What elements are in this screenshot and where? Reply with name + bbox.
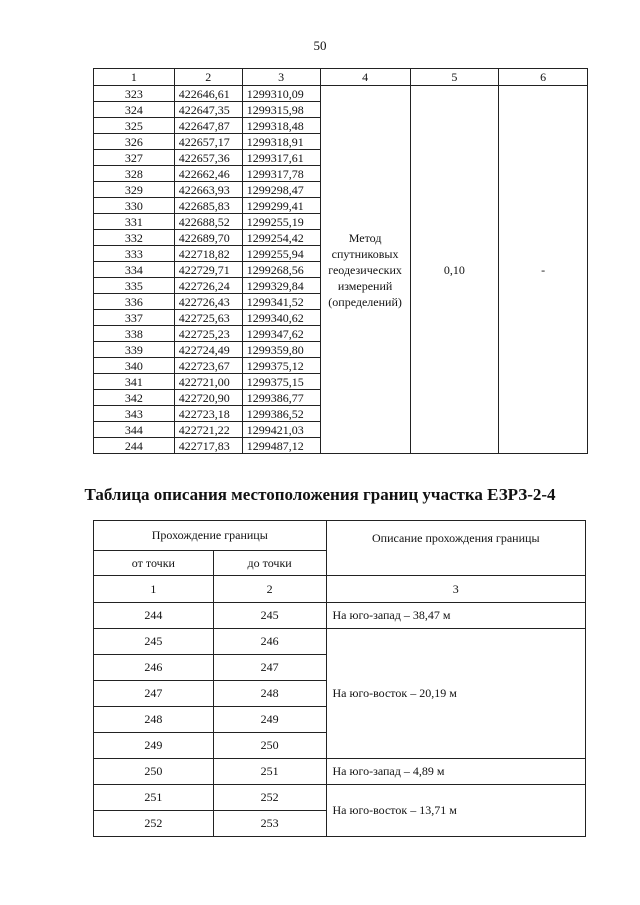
to-point: 246 bbox=[213, 629, 326, 655]
coord-y: 1299375,12 bbox=[242, 358, 320, 374]
coord-x: 422657,36 bbox=[174, 150, 242, 166]
method-line: спутниковых bbox=[331, 246, 399, 261]
boundary-description: На юго-запад – 38,47 м bbox=[326, 603, 585, 629]
point-number: 328 bbox=[94, 166, 175, 182]
point-number: 338 bbox=[94, 326, 175, 342]
point-number: 324 bbox=[94, 102, 175, 118]
coord-x: 422647,87 bbox=[174, 118, 242, 134]
col-number: 2 bbox=[213, 576, 326, 603]
boundary-description: На юго-восток – 20,19 м bbox=[326, 629, 585, 759]
header-cell: 2 bbox=[174, 69, 242, 86]
point-number: 323 bbox=[94, 86, 175, 102]
to-point: 251 bbox=[213, 759, 326, 785]
coord-x: 422657,17 bbox=[174, 134, 242, 150]
coord-x: 422663,93 bbox=[174, 182, 242, 198]
boundary-description: На юго-запад – 4,89 м bbox=[326, 759, 585, 785]
coord-x: 422718,82 bbox=[174, 246, 242, 262]
col6-cell: - bbox=[499, 86, 588, 454]
coord-y: 1299310,09 bbox=[242, 86, 320, 102]
to-point: 253 bbox=[213, 811, 326, 837]
point-number: 325 bbox=[94, 118, 175, 134]
coord-x: 422717,83 bbox=[174, 438, 242, 454]
method-line: Метод bbox=[348, 230, 382, 245]
coord-y: 1299315,98 bbox=[242, 102, 320, 118]
method-line: (определений) bbox=[328, 294, 402, 309]
coord-y: 1299359,80 bbox=[242, 342, 320, 358]
method-line: измерений bbox=[337, 278, 393, 293]
point-number: 332 bbox=[94, 230, 175, 246]
coord-y: 1299386,77 bbox=[242, 390, 320, 406]
table-row bbox=[94, 603, 586, 629]
point-number: 333 bbox=[94, 246, 175, 262]
coord-y: 1299298,47 bbox=[242, 182, 320, 198]
table-row bbox=[94, 86, 588, 102]
boundary-description-table bbox=[93, 520, 586, 837]
table-row bbox=[94, 759, 586, 785]
from-point: 251 bbox=[94, 785, 214, 811]
coord-y: 1299255,19 bbox=[242, 214, 320, 230]
page-number: 50 bbox=[313, 38, 327, 53]
coord-y: 1299375,15 bbox=[242, 374, 320, 390]
from-point: 247 bbox=[94, 681, 214, 707]
point-number: 337 bbox=[94, 310, 175, 326]
coord-x: 422724,49 bbox=[174, 342, 242, 358]
coord-y: 1299329,84 bbox=[242, 278, 320, 294]
point-number: 344 bbox=[94, 422, 175, 438]
coord-x: 422723,18 bbox=[174, 406, 242, 422]
coord-y: 1299318,91 bbox=[242, 134, 320, 150]
coord-x: 422723,67 bbox=[174, 358, 242, 374]
from-point: 245 bbox=[94, 629, 214, 655]
to-point: 252 bbox=[213, 785, 326, 811]
to-point: 250 bbox=[213, 733, 326, 759]
from-point: 250 bbox=[94, 759, 214, 785]
coord-x: 422721,22 bbox=[174, 422, 242, 438]
coord-x: 422729,71 bbox=[174, 262, 242, 278]
point-number: 331 bbox=[94, 214, 175, 230]
point-number: 336 bbox=[94, 294, 175, 310]
point-number: 244 bbox=[94, 438, 175, 454]
point-number: 330 bbox=[94, 198, 175, 214]
point-number: 341 bbox=[94, 374, 175, 390]
to-point: 245 bbox=[213, 603, 326, 629]
header-cell: 1 bbox=[94, 69, 175, 86]
coord-y: 1299341,52 bbox=[242, 294, 320, 310]
point-number: 326 bbox=[94, 134, 175, 150]
to-point: 248 bbox=[213, 681, 326, 707]
boundary-description: На юго-восток – 13,71 м bbox=[326, 785, 585, 837]
col-number: 1 bbox=[94, 576, 214, 603]
coord-x: 422662,46 bbox=[174, 166, 242, 182]
accuracy-cell: 0,10 bbox=[410, 86, 499, 454]
point-number: 339 bbox=[94, 342, 175, 358]
coord-x: 422688,52 bbox=[174, 214, 242, 230]
coord-x: 422726,43 bbox=[174, 294, 242, 310]
header-cell: 6 bbox=[499, 69, 588, 86]
coord-x: 422725,23 bbox=[174, 326, 242, 342]
header-cell: 3 bbox=[242, 69, 320, 86]
header-from-point: от точки bbox=[94, 551, 214, 576]
coordinates-table bbox=[93, 68, 588, 454]
method-line: геодезических bbox=[328, 262, 402, 277]
boundary-table-title: Таблица описания местоположения границ участка ЕЗРЗ-2-4 bbox=[84, 485, 556, 504]
from-point: 249 bbox=[94, 733, 214, 759]
coord-y: 1299421,03 bbox=[242, 422, 320, 438]
from-point: 252 bbox=[94, 811, 214, 837]
header-cell: 5 bbox=[410, 69, 499, 86]
coord-x: 422646,61 bbox=[174, 86, 242, 102]
coord-y: 1299386,52 bbox=[242, 406, 320, 422]
coord-x: 422721,00 bbox=[174, 374, 242, 390]
header-row bbox=[94, 69, 588, 86]
coord-x: 422689,70 bbox=[174, 230, 242, 246]
to-point: 249 bbox=[213, 707, 326, 733]
coord-x: 422725,63 bbox=[174, 310, 242, 326]
point-number: 334 bbox=[94, 262, 175, 278]
coord-y: 1299268,56 bbox=[242, 262, 320, 278]
from-point: 248 bbox=[94, 707, 214, 733]
header-boundary-passage: Прохождение границы bbox=[94, 521, 327, 551]
from-point: 244 bbox=[94, 603, 214, 629]
coord-y: 1299317,61 bbox=[242, 150, 320, 166]
point-number: 335 bbox=[94, 278, 175, 294]
point-number: 329 bbox=[94, 182, 175, 198]
header-boundary-description: Описание прохождения границы bbox=[326, 521, 585, 576]
coord-y: 1299340,62 bbox=[242, 310, 320, 326]
header-to-point: до точки bbox=[213, 551, 326, 576]
header-cell: 4 bbox=[320, 69, 410, 86]
coord-x: 422647,35 bbox=[174, 102, 242, 118]
col-number: 3 bbox=[326, 576, 585, 603]
coord-x: 422685,83 bbox=[174, 198, 242, 214]
coord-y: 1299487,12 bbox=[242, 438, 320, 454]
point-number: 343 bbox=[94, 406, 175, 422]
coord-y: 1299299,41 bbox=[242, 198, 320, 214]
table-row bbox=[94, 785, 586, 811]
method-cell bbox=[320, 86, 410, 454]
to-point: 247 bbox=[213, 655, 326, 681]
table-row bbox=[94, 629, 586, 655]
from-point: 246 bbox=[94, 655, 214, 681]
coord-x: 422726,24 bbox=[174, 278, 242, 294]
coord-y: 1299347,62 bbox=[242, 326, 320, 342]
coord-x: 422720,90 bbox=[174, 390, 242, 406]
coord-y: 1299317,78 bbox=[242, 166, 320, 182]
coord-y: 1299255,94 bbox=[242, 246, 320, 262]
point-number: 340 bbox=[94, 358, 175, 374]
coord-y: 1299254,42 bbox=[242, 230, 320, 246]
point-number: 342 bbox=[94, 390, 175, 406]
point-number: 327 bbox=[94, 150, 175, 166]
coord-y: 1299318,48 bbox=[242, 118, 320, 134]
